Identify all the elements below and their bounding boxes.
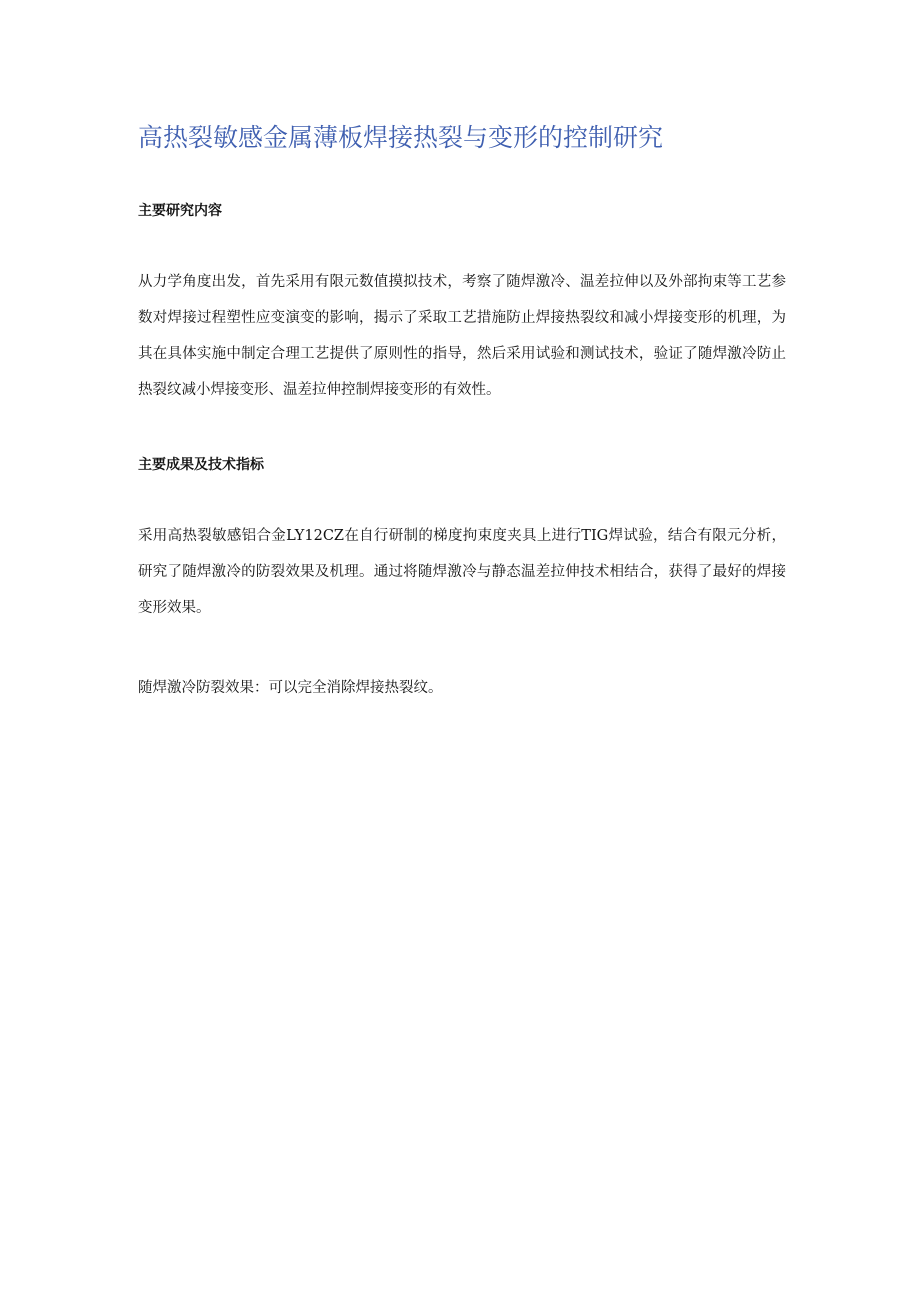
results-note: 随焊激冷防裂效果：可以完全消除焊接热裂纹。 <box>138 680 443 696</box>
results-paragraph: 采用高热裂敏感铝合金LY12CZ在自行研制的梯度拘束度夹具上进行TIG焊试验，结合有限元分析，研究了随焊激冷的防裂效果及机理。通过将随焊激冷与静态温差拉伸技术相结合，获得了最好的焊接变形效果。 <box>138 528 786 616</box>
document-title: 高热裂敏感金属薄板焊接热裂与变形的控制研究 <box>138 123 664 152</box>
section-heading-research-content: 主要研究内容 <box>138 203 222 219</box>
research-content-paragraph: 从力学角度出发，首先采用有限元数值摸拟技术，考察了随焊激冷、温差拉伸以及外部拘束等工艺参数对焊接过程塑性应变演变的影响，揭示了采取工艺措施防止焊接热裂纹和减小焊接变形的机理，为其在具体实施中制定合理工艺提供了原则性的指导，然后采用试验和测试技术，验证了随焊激冷防止热裂纹减小焊接变形、温差拉伸控制焊接变形的有效性。 <box>138 274 786 398</box>
section-heading-results: 主要成果及技术指标 <box>138 457 264 473</box>
